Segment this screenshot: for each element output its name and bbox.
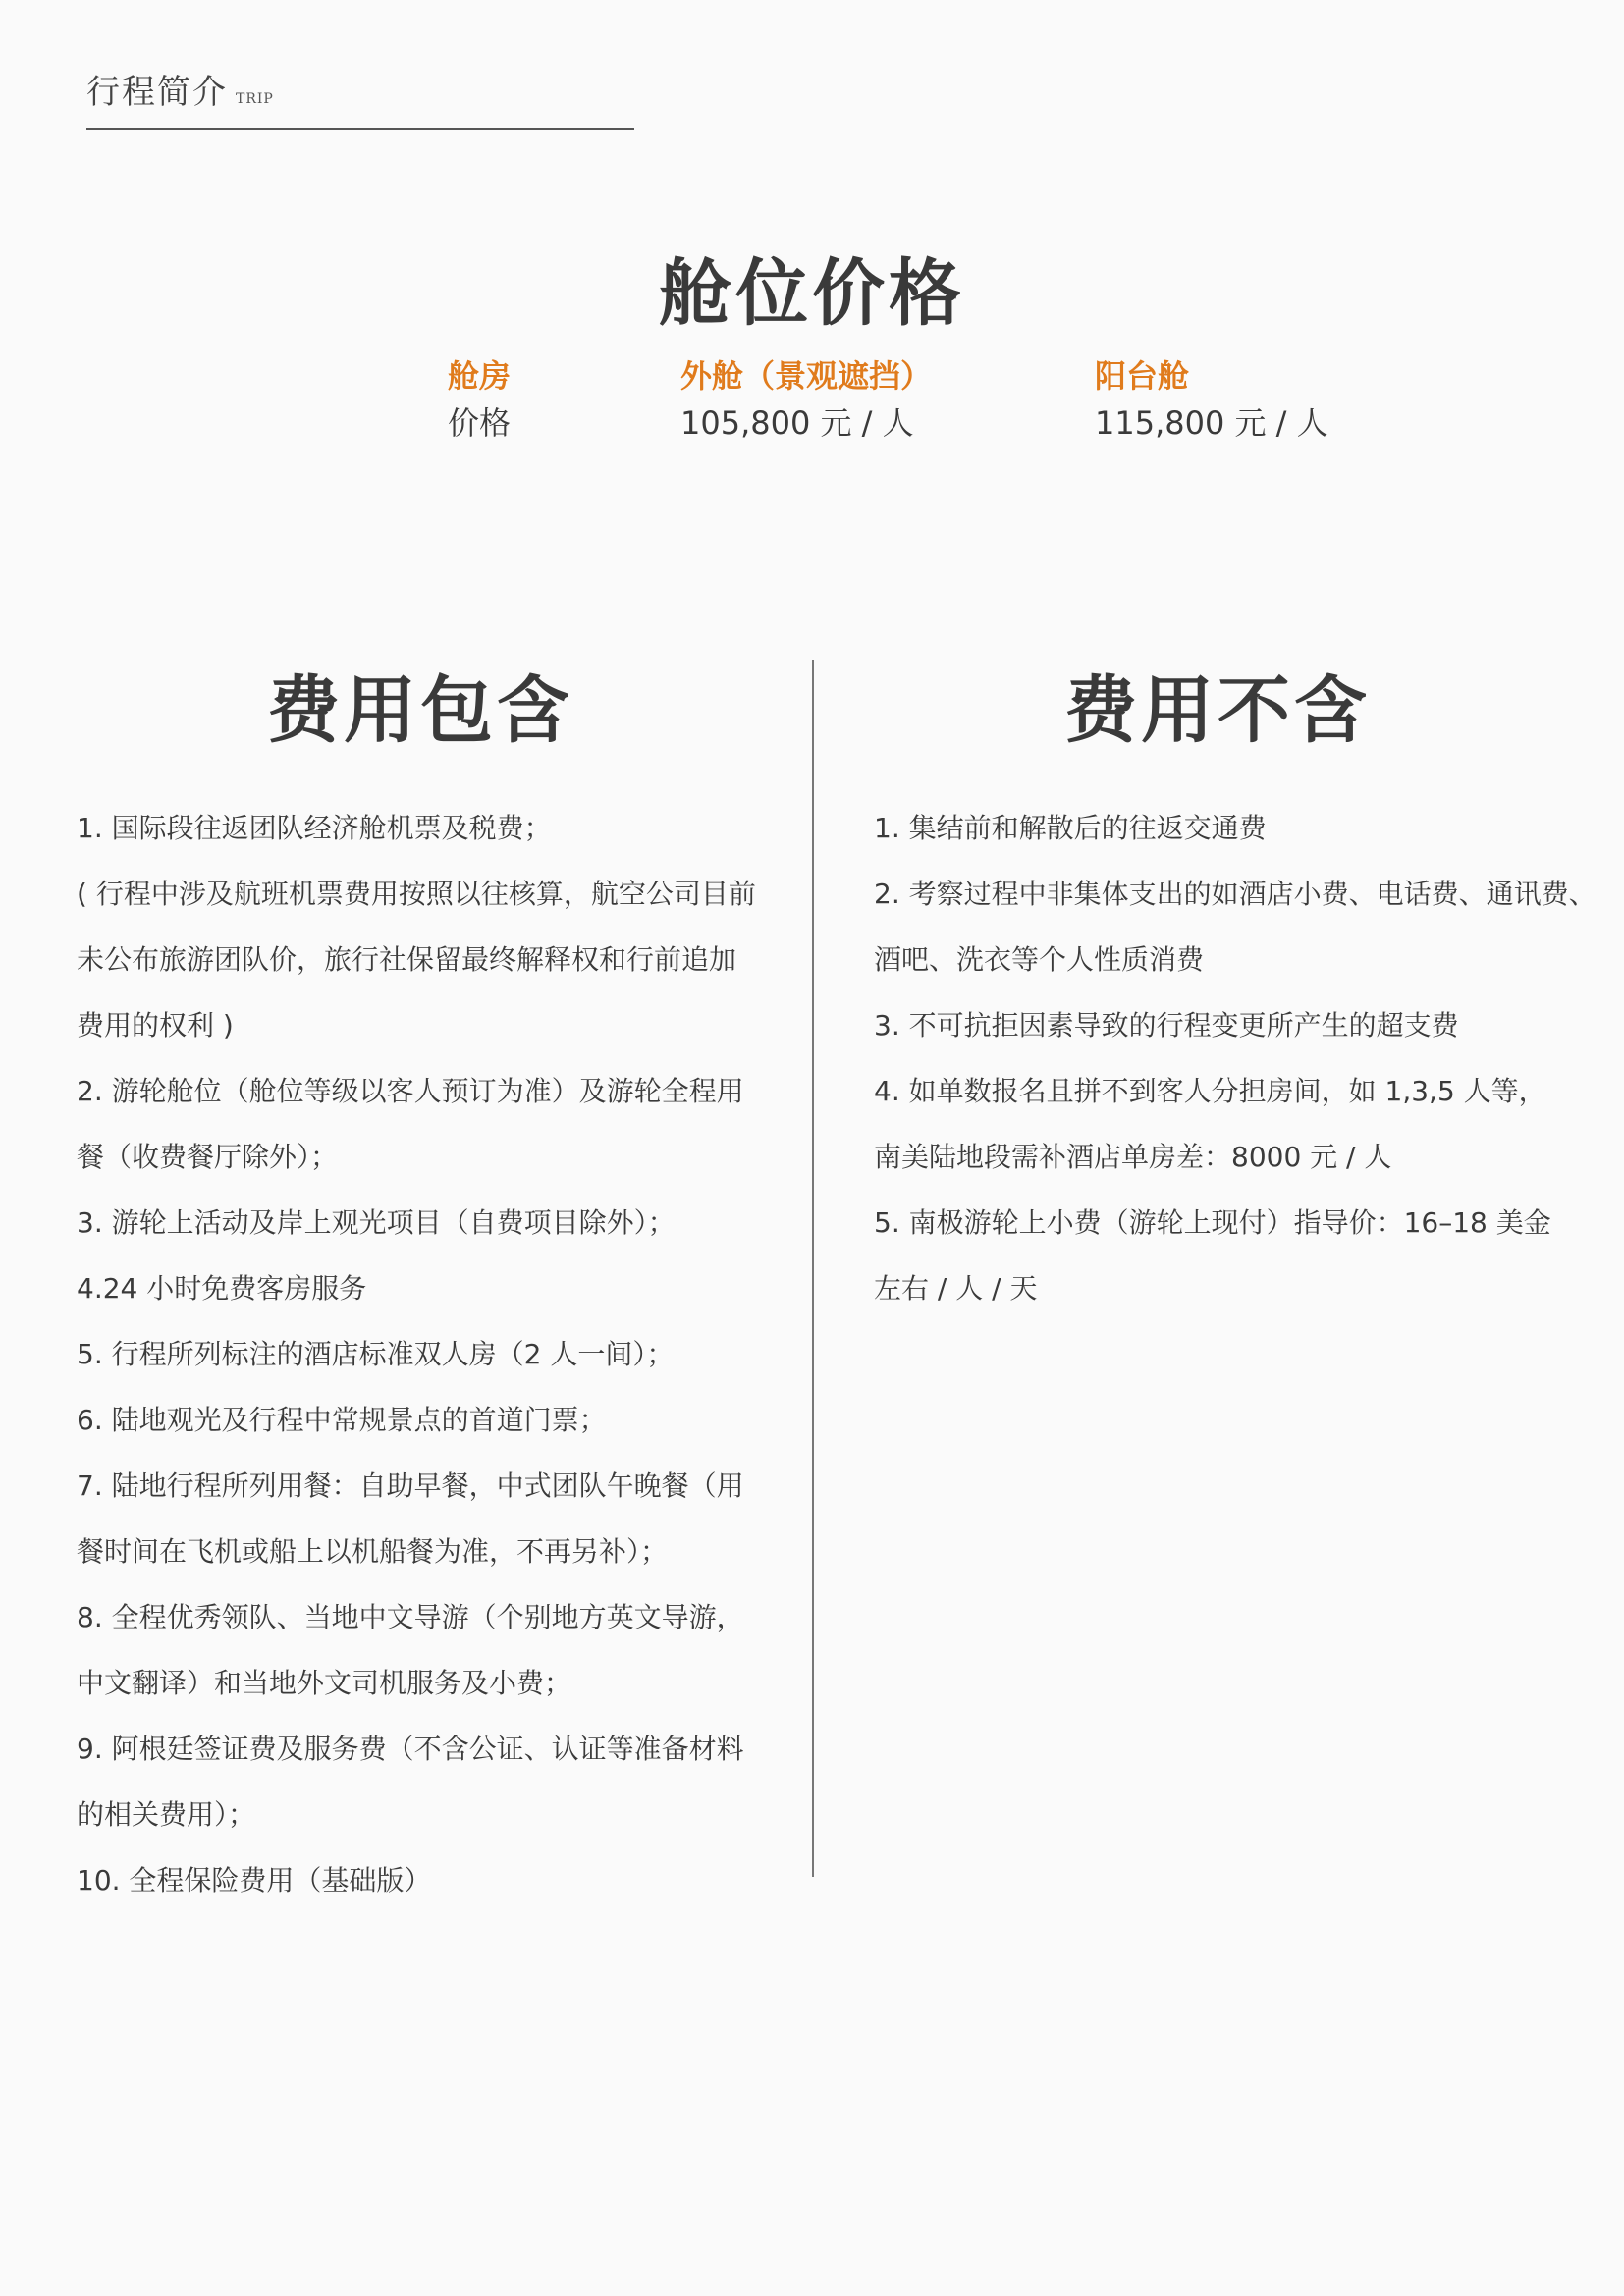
price-column-cabin [448, 355, 511, 444]
header-subtitle: TRIP [236, 91, 274, 107]
list-item: 3. 不可抗拒因素导致的行程变更所产生的超支费 [874, 1009, 1459, 1041]
list-item: 2. 考察过程中非集体支出的如酒店小费、电话费、通讯费、 [874, 878, 1597, 910]
price-column-head: 阳台舱 [1095, 357, 1190, 395]
fees-excluded [874, 660, 1597, 1321]
list-item: 未公布旅游团队价，旅行社保留最终解释权和行前追加 [77, 943, 737, 976]
fees-included-list [77, 795, 764, 1913]
list-item: 3. 游轮上活动及岸上观光项目（自费项目除外）； [77, 1206, 676, 1239]
price-column-ocean-view [680, 355, 932, 444]
list-item: 5. 行程所列标注的酒店标准双人房（2 人一间）； [77, 1338, 675, 1370]
list-item: 费用的权利 ) [77, 1009, 234, 1041]
price-table [0, 355, 1624, 454]
list-item: 左右 / 人 / 天 [874, 1272, 1038, 1305]
page-header [86, 65, 634, 130]
price-column-head: 舱房 [448, 357, 512, 395]
list-item: 4. 如单数报名且拼不到客人分担房间，如 1,3,5 人等， [874, 1075, 1546, 1107]
fees-included [77, 660, 764, 1913]
list-item: 8. 全程优秀领队、当地中文导游（个别地方英文导游， [77, 1601, 744, 1633]
list-item: 6. 陆地观光及行程中常规景点的首道门票； [77, 1404, 607, 1436]
list-item: 5. 南极游轮上小费（游轮上现付）指导价：16–18 美金 [874, 1206, 1551, 1239]
list-item: 4.24 小时免费客房服务 [77, 1272, 367, 1305]
list-item: 酒吧、洗衣等个人性质消费 [874, 943, 1205, 976]
price-section-title: 舱位价格 [659, 251, 965, 336]
price-column-value: 价格 [448, 404, 512, 442]
fees-included-title: 费用包含 [267, 668, 573, 753]
list-item: ( 行程中涉及航班机票费用按照以往核算，航空公司目前 [77, 878, 756, 910]
fee-section [0, 660, 1624, 1896]
list-item: 餐时间在飞机或船上以机船餐为准，不再另补）； [77, 1535, 669, 1568]
price-column-head: 外舱（景观遮挡） [680, 357, 933, 395]
list-item: 的相关费用）； [77, 1798, 256, 1831]
price-column-value: 115,800 元 / 人 [1095, 404, 1328, 442]
list-item: 中文翻译）和当地外文司机服务及小费； [77, 1667, 572, 1699]
list-item: 餐（收费餐厅除外）； [77, 1141, 339, 1173]
list-item: 9. 阿根廷签证费及服务费（不含公证、认证等准备材料 [77, 1733, 744, 1765]
list-item: 2. 游轮舱位（舱位等级以客人预订为准）及游轮全程用 [77, 1075, 744, 1107]
list-item: 南美陆地段需补酒店单房差：8000 元 / 人 [874, 1141, 1392, 1173]
price-column-balcony [1095, 355, 1328, 444]
list-item: 7. 陆地行程所列用餐：自助早餐，中式团队午晚餐（用 [77, 1469, 744, 1502]
fees-excluded-title: 费用不含 [1064, 668, 1371, 753]
header-title: 行程简介 [86, 73, 228, 112]
column-divider [812, 660, 814, 1877]
price-column-value: 105,800 元 / 人 [680, 404, 914, 442]
fees-excluded-list [874, 795, 1597, 1321]
list-item: 1. 国际段往返团队经济舱机票及税费； [77, 812, 552, 844]
list-item: 1. 集结前和解散后的往返交通费 [874, 812, 1267, 844]
list-item: 10. 全程保险费用（基础版） [77, 1864, 432, 1896]
